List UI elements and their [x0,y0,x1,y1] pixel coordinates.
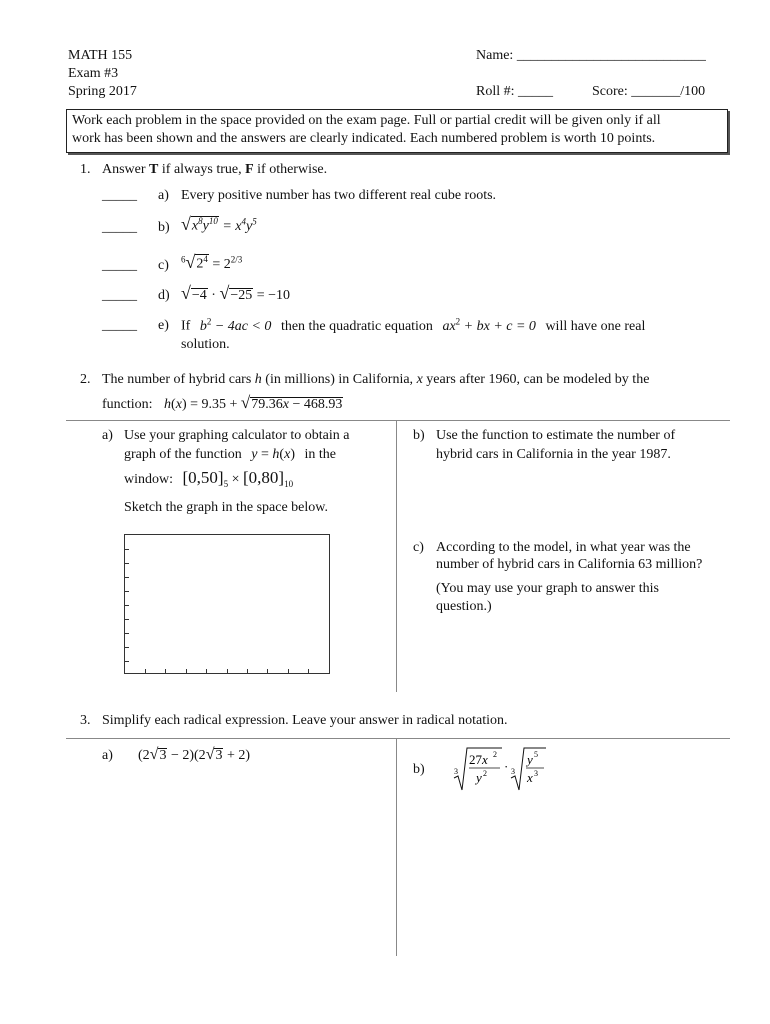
svg-text:·: · [504,759,509,774]
problem-2-text-part: (in millions) in California, [261,372,417,387]
part-3a-label: a) [102,748,113,763]
course-name: MATH 155 [68,48,133,63]
part-2c-line-1: According to the model, in what year was the [436,540,691,555]
prompt-text: Answer [102,162,150,177]
answer-blank-a[interactable]: _____ [102,188,137,203]
part-3a-expression: (2√3 − 2)(2√3 + 2) [138,746,251,763]
prompt-false-letter: F [245,162,254,177]
part-3b-label: b) [413,762,425,777]
problem-2-text-part: years after 1960, can be modeled by the [422,372,650,387]
instructions-line-2: work has been shown and the answers are clearly indicated. Each numbered problem is worth 10 points. [72,131,656,146]
window-setting: [0,50] [182,468,224,487]
problem-1-prompt [102,162,327,178]
problem-2-number: 2. [80,372,91,387]
part-2b-line-1: Use the function to estimate the number of [436,428,676,443]
part-2a-line-2-tail: in the [304,447,336,462]
part-2a-line-1: Use your graphing calculator to obtain a [124,428,350,443]
svg-text:2: 2 [483,769,487,778]
score-field[interactable]: Score: _______/100 [592,84,706,99]
exam-term: Spring 2017 [68,84,137,99]
item-c-label: c) [158,258,169,273]
svg-text:3: 3 [511,767,515,776]
svg-text:3: 3 [454,767,458,776]
part-2c-line-4: question.) [436,599,492,614]
answer-blank-b[interactable]: _____ [102,220,137,235]
item-e-tail: will have one real [545,318,646,334]
radical-fraction-svg [452,744,552,792]
answer-blank-d[interactable]: _____ [102,288,137,303]
problem-1-number: 1. [80,162,91,177]
item-e-label: e) [158,318,169,333]
sketch-graph-area[interactable] [124,534,330,674]
item-b-expression: $√x^8y^{10} = x^4y^5$ [181,214,257,234]
item-d-label: d) [158,288,170,303]
svg-text:2: 2 [493,750,497,759]
roll-field[interactable]: Roll #: _____ [476,84,554,99]
instructions-line-1: Work each problem in the space provided on the exam page. Full or partial credit will be given only if all [72,113,661,128]
item-e-text [181,316,645,335]
part-2c-line-2: number of hybrid cars in California 63 million? [436,557,703,572]
item-e-line-2: solution. [181,337,230,352]
window-label: window: [124,472,173,487]
item-d-expression: √−4 · √−25 = −10 [181,283,291,303]
svg-text:3: 3 [534,769,538,778]
function-label: function: [102,397,153,412]
part-2a-window: window: $[0,50]_5 \times [0,80]_{10}$ [124,468,294,489]
prompt-text: if otherwise. [253,162,328,177]
part-2c-line-3: (You may use your graph to answer this [436,581,659,596]
part-2a-line-2-text: graph of the function [124,447,242,462]
svg-text:y: y [527,752,533,767]
item-e-if: If [181,318,191,334]
variable-x: x [416,372,423,387]
item-a-label: a) [158,188,169,203]
name-field[interactable]: Name: ___________________________ [476,48,706,63]
item-c-expression: $^6√2^4 = 2^{2/3}$ [181,252,243,272]
exam-number: Exam #3 [68,66,119,81]
discriminant-condition: $b^2 - 4ac < 0$ [199,316,272,334]
part-3b-expression [452,744,552,792]
part-2a-label: a) [102,428,113,443]
problem-3-number: 3. [80,713,91,728]
answer-blank-c[interactable]: _____ [102,258,137,273]
problem-2-top-rule [66,420,730,421]
problem-2-text [102,372,649,388]
function-expression: h [164,397,172,412]
part-2b-line-2: hybrid cars in California in the year 1987. [436,447,671,462]
prompt-text: if always true, [158,162,246,177]
problem-3-text: Simplify each radical expression. Leave your answer in radical notation. [102,713,508,728]
part-2c-label: c) [413,540,424,555]
variable-h: h [254,372,262,387]
function-y-eq-h: y [251,447,258,462]
svg-text:27x: 27x [469,752,488,767]
problem-2-center-rule [396,420,397,692]
instructions-box [66,109,728,153]
item-b-label: b) [158,220,170,235]
item-a-text: Every positive number has two different real cube roots. [181,188,497,203]
svg-text:x: x [527,770,533,785]
problem-2-function: function: h(x) = 9.35 + √79.36x − 468.93 [102,393,343,412]
svg-text:y: y [476,770,482,785]
item-e-then: then the quadratic equation [280,318,433,334]
svg-text:5: 5 [534,750,538,759]
quadratic-equation: $ax^2$ + bx + c = 0 [442,316,536,334]
part-2b-label: b) [413,428,425,443]
part-2a-sketch-instruction: Sketch the graph in the space below. [124,500,328,515]
answer-blank-e[interactable]: _____ [102,318,137,333]
problem-3-top-rule [66,738,730,739]
problem-2-text-part: The number of hybrid cars [102,372,255,387]
problem-3-center-rule [396,738,397,956]
prompt-true-letter: T [149,162,159,177]
part-2a-line-2: graph of the function y = h(x) in the [124,447,336,462]
